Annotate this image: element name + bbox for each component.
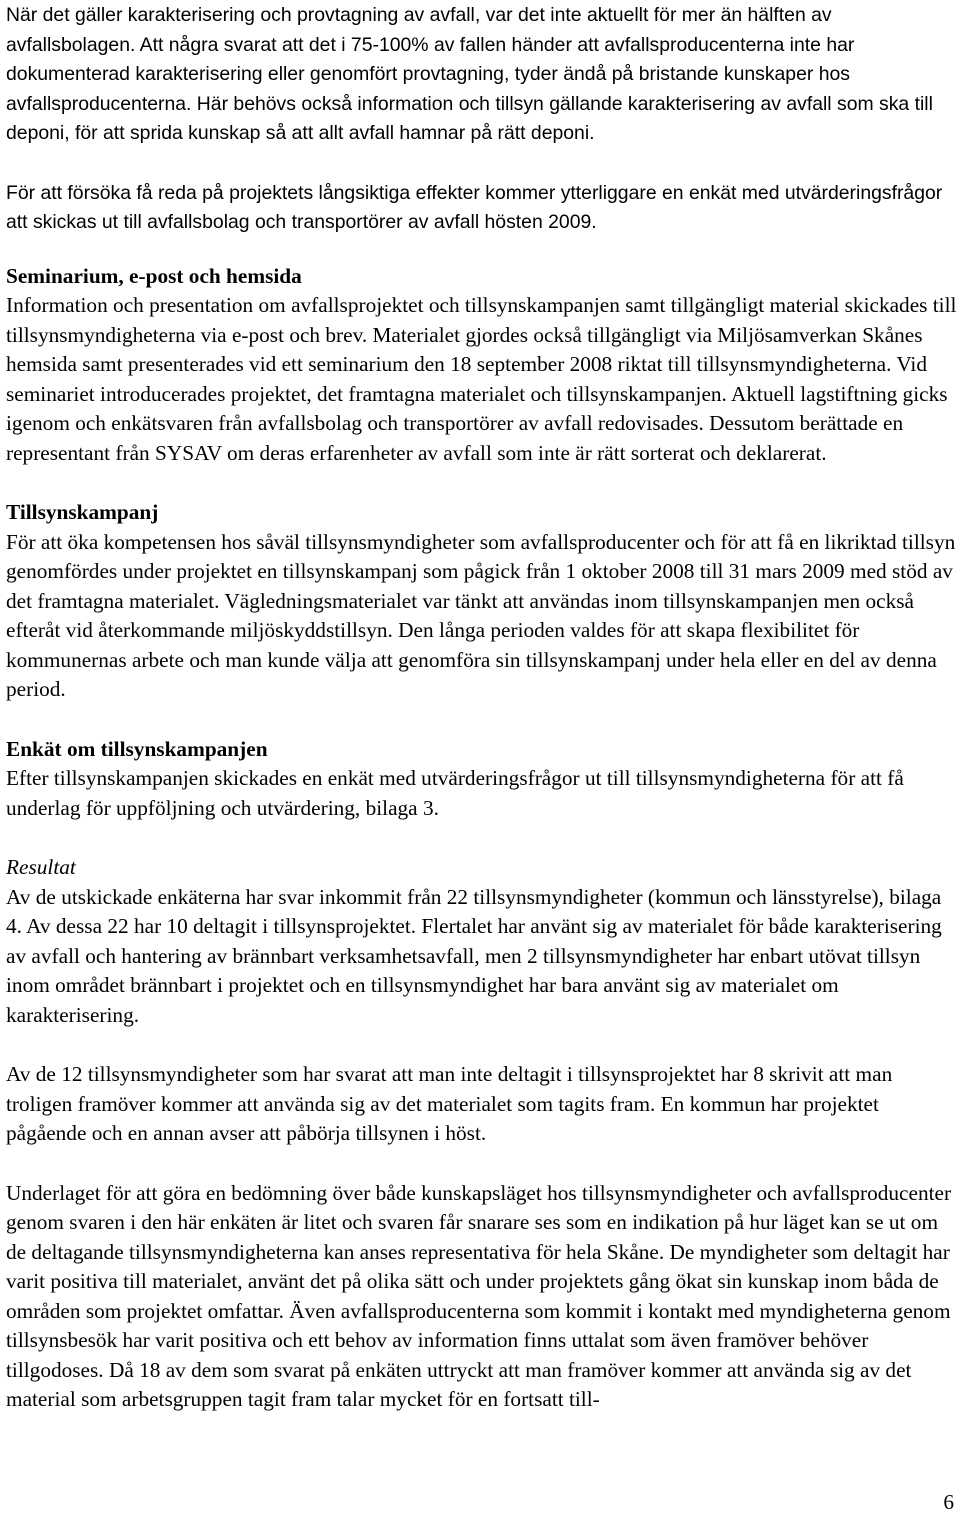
- paragraph-resultat-3: Underlaget för att göra en bedömning över både kunskapsläget hos tillsynsmyndigheter och avfallsproducenter genom svaren i den här enkäten är litet och svaren får snarare ses som en indikation på hur läget kan se ut om de deltagande tillsynsmyndigheterna kan anses representativa för hela Skåne. De myndigheter som deltagit har varit positiva till materialet, använt det på olika sätt och under projektets gång ökat sin kunskap inom båda de områden som projektet omfattar. Även avfallsproducenterna som kommit i kontakt med myndigheterna genom tillsynsbesök har varit positiva och ett behov av information finns uttalat som även framöver behöver tillgodoses. Då 18 av dem som svarat på enkäten uttryckt att man framöver kommer att använda sig av det material som arbetsgruppen tagit fram talar mycket för en fortsatt till-: [6, 1180, 952, 1411]
- paragraph-tillsynskampanj: För att öka kompetensen hos såväl tillsynsmyndigheter som avfallsproducenter och för att få en likriktad tillsyn genomfördes under projektet en tillsynskampanj som pågick från 1 oktober 2008 till 31 mars 2009 med stöd av det framtagna materialet. Vägledningsmaterialet var tänkt att användas inom tillsynskampanjen men också efteråt vid återkommande miljöskyddstillsyn. Den långa perioden valdes för att skapa flexibilitet för kommunernas arbete och man kunde välja att genomföra sin tillsynskampanj under hela eller en del av denna period.: [6, 529, 956, 701]
- paragraph-enkat-hosten: För att försöka få reda på projektets långsiktiga effekter kommer ytterliggare en enkät med utvärderingsfrågor att skickas ut till avfallsbolag och transportörer av avfall hösten 2009.: [6, 181, 943, 233]
- paragraph-resultat-2: Av de 12 tillsynsmyndigheter som har svarat att man inte deltagit i tillsynsprojektet har 8 skrivit att man troligen framöver kommer att använda sig av det materialet som tagits fram. En kommun har projektet pågående och en annan avser att påbörja tillsynen i höst.: [6, 1062, 893, 1145]
- paragraph-seminarium: Information och presentation om avfallsprojektet och tillsynskampanjen samt tillgängligt material skickades till tillsynsmyndigheterna via e-post och brev. Materialet gjordes också tillgängligt via Miljösamverkan Skånes hemsida samt presenterades vid ett seminarium den 18 september 2008 riktat till tillsynsmyndigheterna. Vid seminariet introducerades projektet, det framtagna materialet och tillsynskampanjen. Aktuell lagstiftning gicks igenom och enkätsvaren från avfallsbolag och transportörer av avfall redovisades. Dessutom berättade en representant från SYSAV om deras erfarenheter av avfall som inte är rätt sorterat och deklarerat.: [6, 293, 957, 465]
- heading-tillsynskampanj: Tillsynskampanj: [6, 500, 159, 524]
- section-tillsynskampanj: [6, 498, 958, 705]
- section-resultat: [6, 853, 958, 1415]
- heading-enkat: Enkät om tillsynskampanjen: [6, 736, 268, 761]
- paragraph-karakterisering: När det gäller karakterisering och provtagning av avfall, var det inte aktuellt för mer än hälften av avfallsbolagen. Att några svarat att det i 75-100% av fallen händer att avfallsproducenterna inte har dokumenterad karakterisering eller genomfört provtagning, tyder ändå på bristande kunskaper hos avfallsproducenterna. Här behövs också information och tillsyn gällande karakterisering av avfall som ska till deponi, för att sprida kunskap så att allt avfall hamnar på rätt deponi.: [6, 4, 933, 144]
- heading-resultat: Resultat: [6, 855, 76, 879]
- paragraph-resultat-1: Av de utskickade enkäterna har svar inkommit från 22 tillsynsmyndigheter (kommun och länsstyrelse), bilaga 4. Av dessa 22 har 10 deltagit i tillsynsprojektet. Flertalet har använt sig av materialet för både karakterisering av avfall och hantering av brännbart verksamhetsavfall, men 2 tillsynsmyndigheter har enbart utövat tillsyn inom området brännbart i projektet och en tillsynsmyndighet har bara använt sig av materialet om karakterisering.: [6, 884, 942, 1027]
- page-number: 6: [943, 1490, 954, 1514]
- heading-seminarium: Seminarium, e-post och hemsida: [6, 263, 302, 288]
- section-seminarium: [6, 262, 958, 469]
- section-enkat: [6, 735, 958, 824]
- paragraph-enkat: Efter tillsynskampanjen skickades en enkät med utvärderingsfrågor ut till tillsynsmyndigheterna för att få underlag för uppföljning och utvärdering, bilaga 3.: [6, 766, 904, 820]
- document-page: [6, 0, 958, 1415]
